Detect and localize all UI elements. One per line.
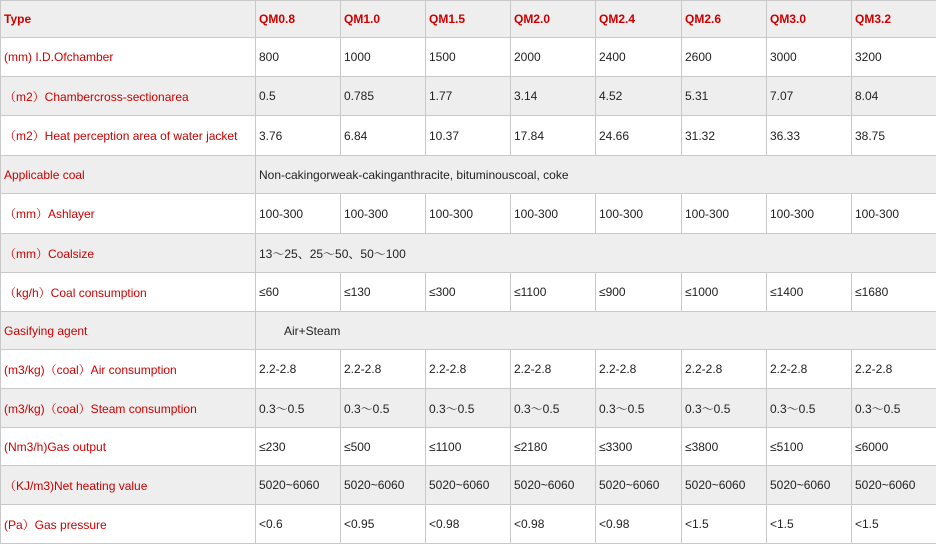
table-cell: 3.76 (256, 116, 341, 156)
table-cell: 2600 (682, 38, 767, 77)
table-cell: 1000 (341, 38, 426, 77)
table-header-row (1, 1, 936, 38)
table-row (1, 505, 936, 544)
table-cell: 1500 (426, 38, 511, 77)
table-cell: 2400 (596, 38, 682, 77)
row-label: Applicable coal (1, 156, 256, 194)
row-label: （KJ/m3)Net heating value (1, 466, 256, 505)
row-label: （kg/h）Coal consumption (1, 273, 256, 312)
row-label: (m3/kg)（coal）Steam consumption (1, 389, 256, 428)
table-row (1, 466, 936, 505)
row-label: （mm）Coalsize (1, 234, 256, 273)
table-cell: ≤6000 (852, 428, 936, 466)
table-cell: ≤130 (341, 273, 426, 312)
row-label: (mm) I.D.Ofchamber (1, 38, 256, 77)
table-cell: 2.2-2.8 (511, 350, 596, 389)
row-label: (Pa）Gas pressure (1, 505, 256, 544)
table-cell: 5020~6060 (256, 466, 341, 505)
table-cell: <1.5 (852, 505, 936, 544)
table-cell: 2.2-2.8 (256, 350, 341, 389)
table-cell: <0.95 (341, 505, 426, 544)
table-cell: 5020~6060 (341, 466, 426, 505)
table-cell: 100-300 (426, 194, 511, 234)
table-row (1, 312, 936, 350)
table-cell: ≤230 (256, 428, 341, 466)
row-label: （m2）Heat perception area of water jacket (1, 116, 256, 156)
row-span-value: Air+Steam (256, 312, 936, 350)
table-row (1, 389, 936, 428)
table-cell: ≤1400 (767, 273, 852, 312)
table-cell: 3200 (852, 38, 936, 77)
table-cell: 5020~6060 (767, 466, 852, 505)
table-cell: 5020~6060 (426, 466, 511, 505)
table-cell: 5020~6060 (511, 466, 596, 505)
table-cell: 2.2-2.8 (596, 350, 682, 389)
table-cell: 3.14 (511, 77, 596, 116)
table-cell: 2.2-2.8 (852, 350, 936, 389)
table-cell: 0.3～0.5 (682, 389, 767, 428)
table-cell: 4.52 (596, 77, 682, 116)
table-cell: 17.84 (511, 116, 596, 156)
table-cell: 2.2-2.8 (341, 350, 426, 389)
table-cell: 2.2-2.8 (767, 350, 852, 389)
table-cell: 2000 (511, 38, 596, 77)
table-cell: 0.5 (256, 77, 341, 116)
header-cell-model: QM2.4 (596, 1, 682, 38)
row-span-value: 13～25、25～50、50～100 (256, 234, 936, 273)
table-row (1, 273, 936, 312)
table-cell: 24.66 (596, 116, 682, 156)
row-label: Gasifying agent (1, 312, 256, 350)
table-cell: ≤2180 (511, 428, 596, 466)
table-cell: 5.31 (682, 77, 767, 116)
table-row (1, 38, 936, 77)
header-cell-model: QM0.8 (256, 1, 341, 38)
header-cell-model: QM2.6 (682, 1, 767, 38)
table-row (1, 350, 936, 389)
table-cell: <1.5 (682, 505, 767, 544)
table-cell: 5020~6060 (852, 466, 936, 505)
table-cell: 3000 (767, 38, 852, 77)
table-row (1, 156, 936, 194)
table-cell: 31.32 (682, 116, 767, 156)
header-cell-model: QM1.5 (426, 1, 511, 38)
row-label: （mm）Ashlayer (1, 194, 256, 234)
table-cell: ≤300 (426, 273, 511, 312)
table-cell: 0.3～0.5 (511, 389, 596, 428)
table-row (1, 77, 936, 116)
table-cell: 0.3～0.5 (852, 389, 936, 428)
table-cell: 100-300 (767, 194, 852, 234)
table-cell: 100-300 (852, 194, 936, 234)
table-cell: 5020~6060 (682, 466, 767, 505)
table-cell: 0.3～0.5 (256, 389, 341, 428)
table-cell: ≤3800 (682, 428, 767, 466)
row-label: （m2）Chambercross-sectionarea (1, 77, 256, 116)
table-row (1, 428, 936, 466)
table-cell: <0.98 (596, 505, 682, 544)
table-cell: 5020~6060 (596, 466, 682, 505)
table-row (1, 234, 936, 273)
table-cell: 8.04 (852, 77, 936, 116)
table-cell: <1.5 (767, 505, 852, 544)
table-row (1, 116, 936, 156)
table-cell: 1.77 (426, 77, 511, 116)
table-cell: 36.33 (767, 116, 852, 156)
table-cell: ≤3300 (596, 428, 682, 466)
table-cell: 0.3～0.5 (341, 389, 426, 428)
table-cell: 6.84 (341, 116, 426, 156)
table-cell: ≤1100 (511, 273, 596, 312)
table-cell: 0.3～0.5 (767, 389, 852, 428)
table-cell: 100-300 (341, 194, 426, 234)
table-cell: 0.785 (341, 77, 426, 116)
table-cell: <0.98 (511, 505, 596, 544)
table-cell: ≤5100 (767, 428, 852, 466)
header-cell-model: QM3.2 (852, 1, 936, 38)
table-row (1, 194, 936, 234)
table-cell: ≤1000 (682, 273, 767, 312)
table-cell: 10.37 (426, 116, 511, 156)
header-cell-model: QM3.0 (767, 1, 852, 38)
table-cell: 0.3～0.5 (596, 389, 682, 428)
table-cell: 38.75 (852, 116, 936, 156)
table-cell: ≤1680 (852, 273, 936, 312)
row-span-value: Non-cakingorweak-cakinganthracite, bituminouscoal, coke (256, 156, 936, 194)
table-cell: 100-300 (682, 194, 767, 234)
table-cell: ≤60 (256, 273, 341, 312)
row-label: (m3/kg)（coal）Air consumption (1, 350, 256, 389)
row-label: (Nm3/h)Gas output (1, 428, 256, 466)
table-cell: 0.3～0.5 (426, 389, 511, 428)
header-cell-model: QM2.0 (511, 1, 596, 38)
table-cell: 7.07 (767, 77, 852, 116)
table-cell: ≤1100 (426, 428, 511, 466)
table-body (1, 1, 936, 544)
table-cell: 800 (256, 38, 341, 77)
table-cell: <0.6 (256, 505, 341, 544)
table-cell: 100-300 (511, 194, 596, 234)
table-cell: 2.2-2.8 (682, 350, 767, 389)
table-cell: ≤900 (596, 273, 682, 312)
table-cell: 2.2-2.8 (426, 350, 511, 389)
table-cell: ≤500 (341, 428, 426, 466)
header-cell-model: QM1.0 (341, 1, 426, 38)
table-cell: 100-300 (256, 194, 341, 234)
header-cell-type: Type (1, 1, 256, 38)
table-cell: <0.98 (426, 505, 511, 544)
table-cell: 100-300 (596, 194, 682, 234)
